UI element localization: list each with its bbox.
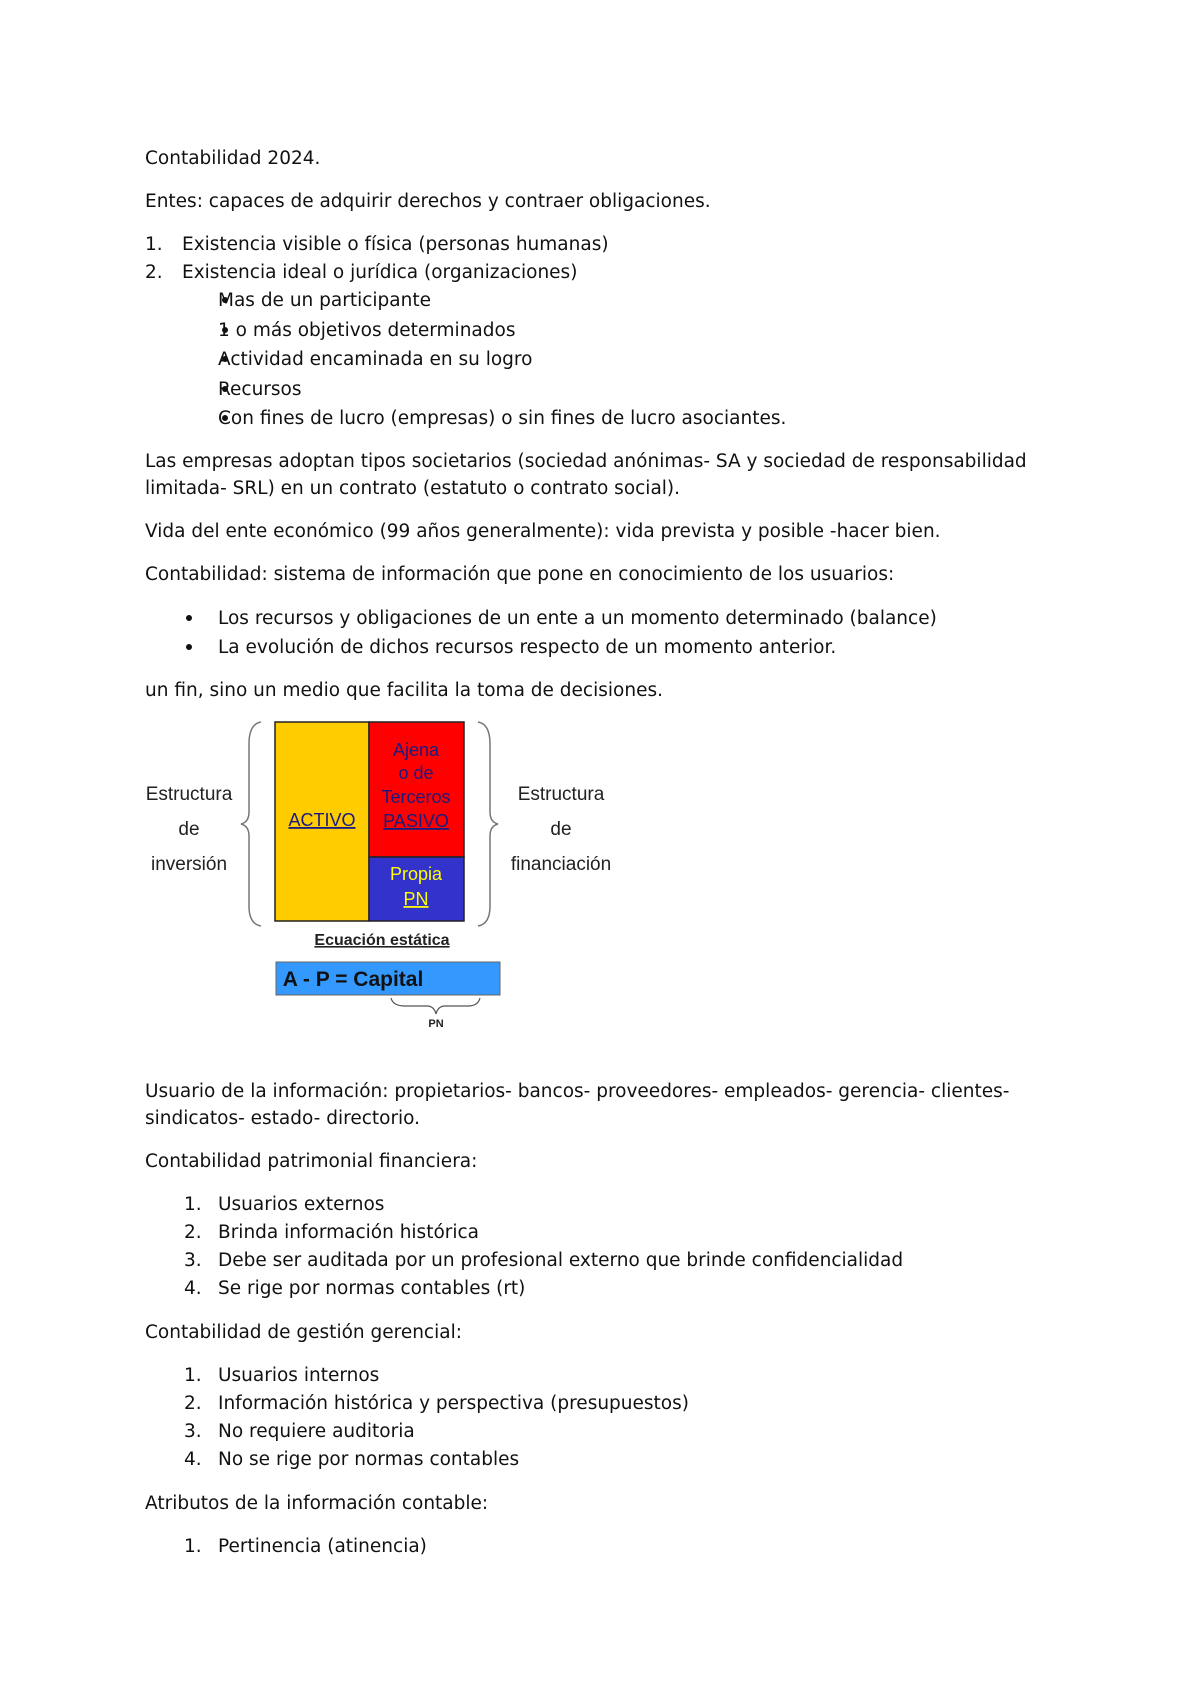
usuarios-paragraph: Usuario de la información: propietarios- bancos- proveedores- empleados- gerencia- clientes- sindicatos- estado- directorio. — [145, 1080, 1010, 1129]
list-number: 4. — [184, 1277, 202, 1299]
patrimonial-heading: Contabilidad patrimonial financiera: — [145, 1150, 478, 1172]
list-item — [145, 259, 1075, 287]
balance-diagram — [145, 714, 1075, 1064]
bullet-item — [182, 404, 1075, 434]
list-number: 1. — [145, 234, 163, 255]
list-item — [145, 1275, 1075, 1303]
pn-brace-icon — [391, 998, 480, 1014]
list-number: 1. — [184, 1364, 202, 1386]
bullet-item — [182, 375, 1075, 405]
patrimonial-list — [145, 1191, 1075, 1303]
activo-label: ACTIVO — [288, 809, 356, 830]
bullet-text: Con fines de lucro (empresas) o sin fines de lucro asociantes. — [218, 408, 787, 429]
list-text: No se rige por normas contables — [218, 1448, 520, 1470]
ajena-label-line: Ajena — [392, 739, 440, 760]
bullet-text: Los recursos y obligaciones de un ente a un momento determinado (balance) — [218, 607, 937, 629]
list-number: 1. — [184, 1535, 202, 1557]
left-label-line: de — [178, 818, 200, 840]
gestion-list — [145, 1362, 1075, 1474]
bullet-item — [145, 633, 1075, 663]
right-label-line: financiación — [510, 853, 612, 875]
atributos-heading: Atributos de la información contable: — [145, 1492, 489, 1514]
bullet-item — [182, 345, 1075, 375]
list-text: Se rige por normas contables (rt) — [218, 1277, 526, 1299]
list-item — [145, 1446, 1075, 1474]
list-text: Existencia ideal o jurídica (organizaciones) — [182, 261, 578, 283]
list-text: No requiere auditoria — [218, 1420, 415, 1442]
pasivo-label: PASIVO — [383, 810, 449, 831]
gestion-heading: Contabilidad de gestión gerencial: — [145, 1321, 462, 1343]
list-item — [145, 231, 1075, 259]
bullet-item — [182, 286, 1075, 316]
ajena-label-line: o de — [398, 762, 434, 783]
left-label-line: Estructura — [145, 783, 233, 805]
formula-text: A - P = Capital — [282, 967, 424, 991]
list-text: Brinda información histórica — [218, 1221, 480, 1243]
empresas-paragraph: Las empresas adoptan tipos societarios (sociedad anónimas- SA y sociedad de responsabilidad limitada- SRL) en un contrato (estatuto o contrato social). — [145, 450, 1027, 499]
ajena-label-line: Terceros — [381, 786, 451, 807]
pn-small-label: PN — [428, 1017, 444, 1030]
bullet-text: Mas de un participante — [218, 290, 431, 311]
bullet-text: Actividad encaminada en su logro — [218, 349, 533, 370]
balance-diagram-svg — [145, 714, 1075, 1064]
bullet-text: 1 o más objetivos determinados — [218, 319, 516, 341]
list-number: 2. — [184, 1392, 202, 1414]
list-item — [145, 1418, 1075, 1446]
fin-paragraph: un fin, sino un medio que facilita la toma de decisiones. — [145, 679, 663, 701]
contabilidad-definition: Contabilidad: sistema de información que pone en conocimiento de los usuarios: — [145, 563, 895, 585]
left-brace-icon — [241, 722, 261, 926]
list-item — [145, 1247, 1075, 1275]
list-number: 3. — [184, 1249, 202, 1271]
bullet-item — [182, 316, 1075, 346]
bullet-text: La evolución de dichos recursos respecto de un momento anterior. — [218, 637, 837, 658]
list-text: Usuarios internos — [218, 1364, 380, 1386]
list-text: Existencia visible o física (personas humanas) — [182, 234, 609, 255]
right-label-line: Estructura — [517, 783, 605, 805]
left-label-line: inversión — [150, 853, 228, 875]
list-number: 2. — [184, 1221, 202, 1243]
list-item — [145, 1533, 1075, 1561]
right-brace-icon — [478, 722, 498, 926]
list-text: Debe ser auditada por un profesional externo que brinde confidencialidad — [218, 1249, 904, 1271]
list-item — [145, 1362, 1075, 1390]
existencia-list — [145, 231, 1075, 286]
list-number: 2. — [145, 261, 163, 283]
bullet-text: Recursos — [218, 378, 302, 400]
document-page — [145, 145, 1075, 1561]
pn-label: PN — [403, 888, 429, 909]
contabilidad-bullet-list — [145, 604, 1075, 663]
ecuacion-title: Ecuación estática — [314, 931, 450, 949]
vida-paragraph: Vida del ente económico (99 años generalmente): vida prevista y posible -hacer bien. — [145, 520, 941, 542]
atributos-list — [145, 1533, 1075, 1561]
entes-paragraph: Entes: capaces de adquirir derechos y contraer obligaciones. — [145, 191, 711, 212]
list-text: Usuarios externos — [218, 1193, 385, 1215]
propia-label: Propia — [389, 863, 443, 884]
list-text: Pertinencia (atinencia) — [218, 1535, 427, 1557]
list-number: 3. — [184, 1420, 202, 1442]
right-label-line: de — [550, 818, 572, 840]
list-item — [145, 1390, 1075, 1418]
list-number: 1. — [184, 1193, 202, 1215]
list-item — [145, 1219, 1075, 1247]
list-item — [145, 1191, 1075, 1219]
list-number: 4. — [184, 1448, 202, 1470]
list-text: Información histórica y perspectiva (presupuestos) — [218, 1392, 689, 1414]
bullet-item — [145, 604, 1075, 634]
doc-title: Contabilidad 2024. — [145, 148, 321, 169]
ideal-bullet-list — [182, 286, 1075, 434]
